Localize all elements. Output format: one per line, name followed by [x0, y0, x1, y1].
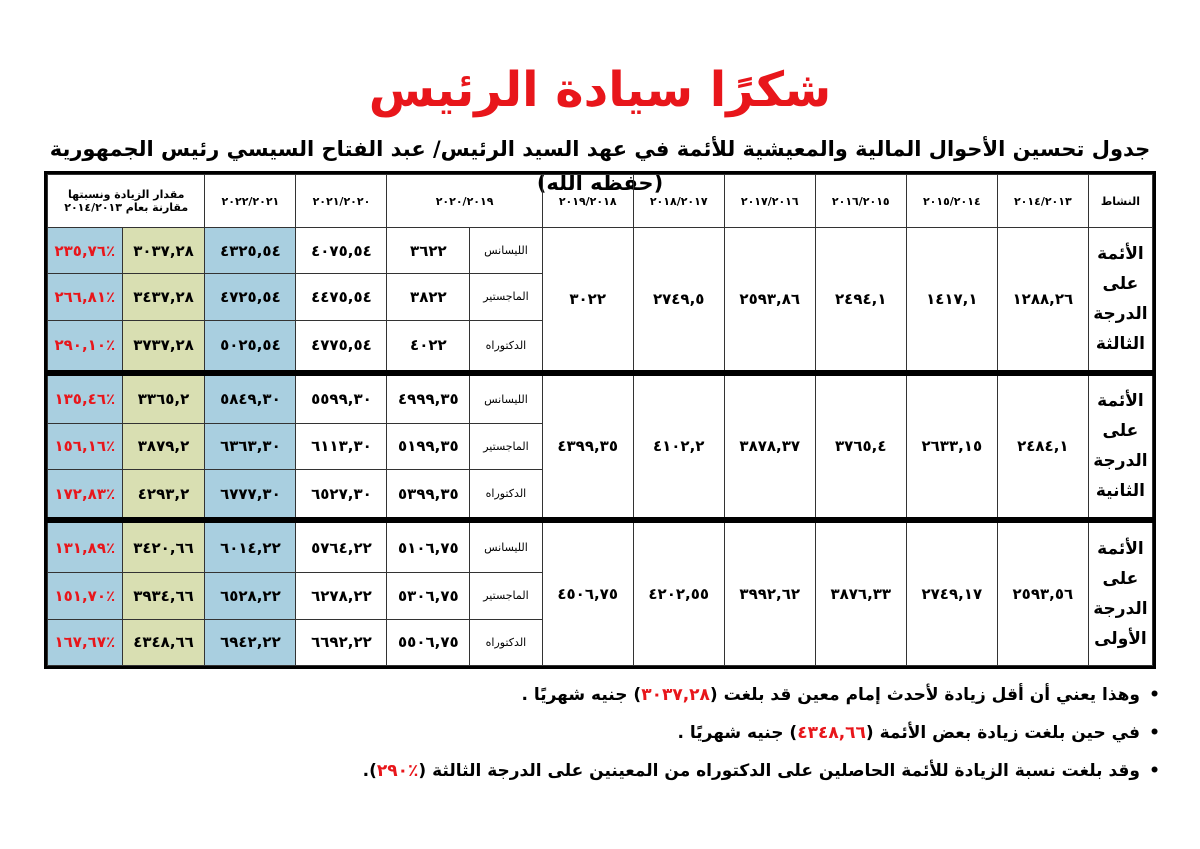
degree-label-cell: الماجستير [470, 573, 542, 619]
header-increase [48, 175, 205, 228]
year-value-cell: ٣٦٢٢ [387, 228, 470, 274]
header-year: ٢٠٢١/٢٠٢٠ [296, 175, 387, 228]
year-value-cell: ٦٧٧٧,٣٠ [205, 469, 296, 520]
year-value-cell: ٤٠٢٢ [387, 320, 470, 372]
increase-amount-cell: ٣٤٣٧,٢٨ [122, 274, 205, 320]
year-value-cell: ١٢٨٨,٢٦ [997, 228, 1088, 373]
year-value-cell: ٣٩٩٢,٦٢ [724, 520, 815, 665]
year-value-cell: ٤٢٠٢,٥٥ [633, 520, 724, 665]
note-value: ٣٠٣٧,٢٨ [641, 685, 710, 705]
note-text: ) جنيه شهريًا . [521, 685, 642, 705]
increase-amount-cell: ٣٠٣٧,٢٨ [122, 228, 205, 274]
year-value-cell: ٤٧٢٥,٥٤ [205, 274, 296, 320]
increase-amount-cell: ٣٣٦٥,٢ [122, 373, 205, 424]
header-year: ٢٠١٤/٢٠١٣ [997, 175, 1088, 228]
year-value-cell: ٦٥٢٨,٢٢ [205, 573, 296, 619]
salary-table [47, 174, 1153, 666]
header-year: ٢٠١٦/٢٠١٥ [815, 175, 906, 228]
increase-amount-cell: ٣٤٢٠,٦٦ [122, 520, 205, 572]
year-value-cell: ٤١٠٢,٢ [633, 373, 724, 521]
increase-percent-cell: ٪٢٦٦,٨١ [48, 274, 123, 320]
grade-category-line: الثالثة [1095, 333, 1146, 354]
table-row [48, 373, 1153, 424]
increase-amount-cell: ٣٨٧٩,٢ [122, 424, 205, 469]
year-value-cell: ٦١١٣,٣٠ [296, 424, 387, 469]
header-year: ٢٠٢٢/٢٠٢١ [205, 175, 296, 228]
header-year: ٢٠١٥/٢٠١٤ [906, 175, 997, 228]
header-row [48, 175, 1153, 228]
year-value-cell: ٥٥٩٩,٣٠ [296, 373, 387, 424]
increase-percent-cell: ٪١٧٢,٨٣ [48, 469, 123, 520]
year-value-cell: ٢٥٩٣,٨٦ [724, 228, 815, 373]
year-value-cell: ٦٠١٤,٢٢ [205, 520, 296, 572]
year-value-cell: ٤٧٧٥,٥٤ [296, 320, 387, 372]
note-text: في حين بلغت زيادة بعض الأئمة ( [865, 723, 1140, 743]
year-value-cell: ٤٩٩٩,٣٥ [387, 373, 470, 424]
year-value-cell: ٣٨٧٨,٣٧ [724, 373, 815, 521]
degree-label-cell: الليسانس [470, 520, 542, 572]
note-item [40, 714, 1160, 752]
table-row [48, 520, 1153, 572]
increase-percent-cell: ٪١٥١,٧٠ [48, 573, 123, 619]
bullet-icon: • [1149, 723, 1160, 743]
year-value-cell: ٤٣٢٥,٥٤ [205, 228, 296, 274]
grade-category-line: الدرجة [1093, 599, 1148, 620]
header-year: ٢٠١٩/٢٠١٨ [542, 175, 633, 228]
degree-label-cell: الدكتوراه [470, 619, 542, 665]
bullet-icon: • [1149, 685, 1160, 705]
header-year: ٢٠٢٠/٢٠١٩ [387, 175, 542, 228]
year-value-cell: ٦٢٧٨,٢٢ [296, 573, 387, 619]
year-value-cell: ٢٧٤٩,١٧ [906, 520, 997, 665]
year-value-cell: ١٤١٧,١ [906, 228, 997, 373]
grade-category-line: الأئمة [1097, 391, 1144, 412]
grade-category-line: الأئمة [1097, 243, 1144, 264]
increase-percent-cell: ٪١٦٧,٦٧ [48, 619, 123, 665]
year-value-cell: ٥١٠٦,٧٥ [387, 520, 470, 572]
increase-amount-cell: ٣٩٣٤,٦٦ [122, 573, 205, 619]
grade-category-line: الأئمة [1097, 539, 1144, 560]
year-value-cell: ٢٧٤٩,٥ [633, 228, 724, 373]
increase-amount-cell: ٤٣٤٨,٦٦ [122, 619, 205, 665]
note-text: وهذا يعني أن أقل زيادة لأحدث إمام معين قد بلغت ( [709, 685, 1140, 705]
increase-percent-cell: ٪٢٩٠,١٠ [48, 320, 123, 372]
year-value-cell: ٢٦٣٣,١٥ [906, 373, 997, 521]
header-increase-line2: مقارنة بعام ٢٠١٤/٢٠١٣ [64, 201, 189, 214]
degree-label-cell: الماجستير [470, 424, 542, 469]
note-item [40, 676, 1160, 714]
header-year: ٢٠١٧/٢٠١٦ [724, 175, 815, 228]
table-body [48, 228, 1153, 666]
note-text: ). [362, 761, 377, 781]
degree-label-cell: الليسانس [470, 228, 542, 274]
year-value-cell: ٦٦٩٢,٢٢ [296, 619, 387, 665]
year-value-cell: ٥٣٩٩,٣٥ [387, 469, 470, 520]
grade-category-cell [1088, 228, 1152, 373]
note-text: ) جنيه شهريًا . [677, 723, 798, 743]
increase-amount-cell: ٣٧٣٧,٢٨ [122, 320, 205, 372]
year-value-cell: ٢٤٩٤,١ [815, 228, 906, 373]
grade-category-line: الأولى [1094, 629, 1147, 650]
page-title: شكرًا سيادة الرئيس [368, 62, 832, 118]
increase-amount-cell: ٤٢٩٣,٢ [122, 469, 205, 520]
increase-percent-cell: ٪٢٣٥,٧٦ [48, 228, 123, 274]
year-value-cell: ٣٧٦٥,٤ [815, 373, 906, 521]
grade-category-line: على [1102, 421, 1139, 442]
year-value-cell: ٦٩٤٢,٢٢ [205, 619, 296, 665]
year-value-cell: ٤٣٩٩,٣٥ [542, 373, 633, 521]
year-value-cell: ٥٠٢٥,٥٤ [205, 320, 296, 372]
grade-category-cell [1088, 373, 1152, 521]
note-item [40, 752, 1160, 790]
header-increase-line1: مقدار الزيادة ونسبتها [67, 188, 185, 201]
grade-category-line: الدرجة [1093, 451, 1148, 472]
salary-table-frame [44, 171, 1156, 669]
note-text: وقد بلغت نسبة الزيادة للأئمة الحاصلين على الدكتوراه من المعينين على الدرجة الثالثة ( [418, 761, 1140, 781]
year-value-cell: ٥٨٤٩,٣٠ [205, 373, 296, 424]
header-year: ٢٠١٨/٢٠١٧ [633, 175, 724, 228]
degree-label-cell: الماجستير [470, 274, 542, 320]
year-value-cell: ٤٥٠٦,٧٥ [542, 520, 633, 665]
grade-category-line: على [1102, 569, 1139, 590]
year-value-cell: ٥٥٠٦,٧٥ [387, 619, 470, 665]
year-value-cell: ٤٤٧٥,٥٤ [296, 274, 387, 320]
table-row [48, 228, 1153, 274]
increase-percent-cell: ٪١٣١,٨٩ [48, 520, 123, 572]
year-value-cell: ٤٠٧٥,٥٤ [296, 228, 387, 274]
header-activity: النشاط [1088, 175, 1152, 228]
year-value-cell: ٦٣٦٣,٣٠ [205, 424, 296, 469]
year-value-cell: ٢٤٨٤,١ [997, 373, 1088, 521]
degree-label-cell: الليسانس [470, 373, 542, 424]
year-value-cell: ٢٥٩٣,٥٦ [997, 520, 1088, 665]
bullet-icon: • [1149, 761, 1160, 781]
year-value-cell: ٥٧٦٤,٢٢ [296, 520, 387, 572]
year-value-cell: ٥١٩٩,٣٥ [387, 424, 470, 469]
degree-label-cell: الدكتوراه [470, 469, 542, 520]
year-value-cell: ٥٣٠٦,٧٥ [387, 573, 470, 619]
grade-category-line: على [1102, 273, 1139, 294]
note-value: ٪٢٩٠ [376, 761, 419, 781]
year-value-cell: ٣٨٢٢ [387, 274, 470, 320]
note-value: ٤٣٤٨,٦٦ [797, 723, 866, 743]
grade-category-line: الدرجة [1093, 303, 1148, 324]
year-value-cell: ٦٥٢٧,٣٠ [296, 469, 387, 520]
grade-category-line: الثانية [1095, 481, 1146, 502]
increase-percent-cell: ٪١٥٦,١٦ [48, 424, 123, 469]
degree-label-cell: الدكتوراه [470, 320, 542, 372]
table-caption: جدول تحسين الأحوال المالية والمعيشية للأئمة في عهد السيد الرئيس/ عبد الفتاح السيسي رئيس الجمهورية (حفظه الله) [49, 137, 1151, 195]
increase-percent-cell: ٪١٣٥,٤٦ [48, 373, 123, 424]
year-value-cell: ٣٨٧٦,٣٣ [815, 520, 906, 665]
notes-list [40, 676, 1160, 790]
grade-category-cell [1088, 520, 1152, 665]
year-value-cell: ٣٠٢٢ [542, 228, 633, 373]
